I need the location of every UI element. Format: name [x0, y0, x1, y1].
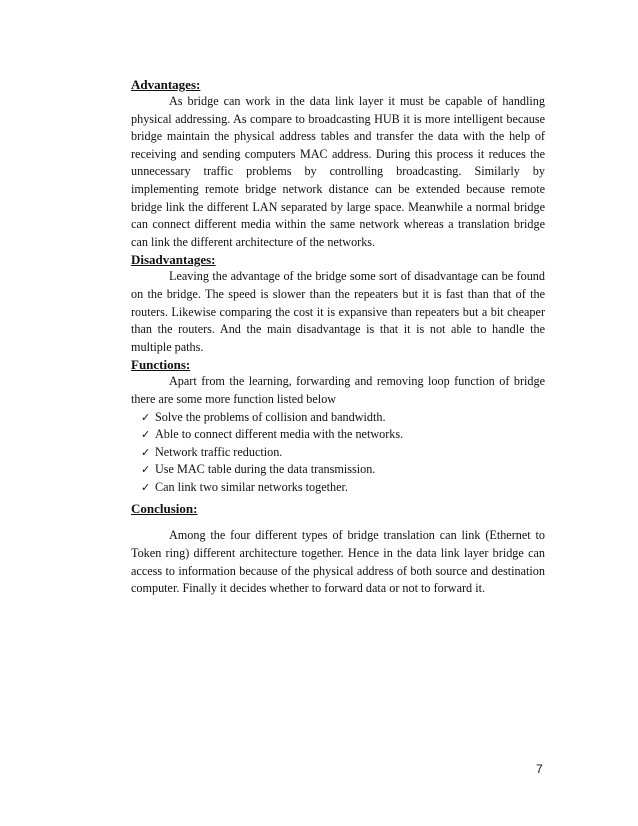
disadvantages-heading: Disadvantages:	[131, 252, 216, 268]
list-item-text: Use MAC table during the data transmission.	[155, 462, 376, 477]
list-item	[141, 426, 545, 444]
checkmark-icon: ✓	[141, 428, 151, 442]
conclusion-paragraph: Among the four different types of bridge translation can link (Ethernet to Token ring) different architecture together. Hence in the data link layer bridge can access to information because of the physical address of both source and destination computer. Finally it decides whether to forward data or not to forward it.	[131, 528, 545, 596]
document-page	[131, 76, 545, 598]
checkmark-icon: ✓	[141, 410, 151, 424]
advantages-paragraph: As bridge can work in the data link layer it must be capable of handling physical addressing. As compare to broadcasting HUB it is more intelligent because bridge maintain the physical address tables and transfer the data with the help of receiving and sending computers MAC address. During this process it reduces the unnecessary traffic problems by controlling broadcasting. Similarly by implementing remote bridge network distance can be extended because remote bridge link the different LAN separated by large space. Meanwhile a normal bridge can connect different media within the same network whereas a translation bridge can link the different architecture of the networks.	[131, 94, 545, 249]
checkmark-icon: ✓	[141, 445, 151, 459]
list-item	[141, 444, 545, 462]
checkmark-icon: ✓	[141, 463, 151, 477]
conclusion-heading: Conclusion:	[131, 501, 198, 517]
spacer	[131, 517, 545, 527]
functions-heading: Functions:	[131, 357, 191, 373]
list-item-text: Solve the problems of collision and bandwidth.	[155, 409, 386, 424]
list-item-text: Network traffic reduction.	[155, 444, 283, 459]
list-item	[141, 479, 545, 497]
checkmark-icon: ✓	[141, 480, 151, 494]
disadvantages-paragraph: Leaving the advantage of the bridge some sort of disadvantage can be found on the bridge. The speed is slower than the repeaters but it is fast than that of the routers. Likewise comparing the cost it is expansive than repeaters but a bit cheaper than the routers. And the main disadvantage is that it is not able to handle the multiple paths.	[131, 269, 545, 354]
functions-list	[131, 409, 545, 497]
advantages-heading: Advantages:	[131, 77, 201, 92]
list-item	[141, 461, 545, 479]
list-item-text: Able to connect different media with the networks.	[155, 427, 404, 442]
functions-paragraph: Apart from the learning, forwarding and removing loop function of bridge there are some more function listed below	[131, 374, 545, 406]
page-number: 7	[536, 762, 543, 776]
list-item	[141, 409, 545, 427]
list-item-text: Can link two similar networks together.	[155, 479, 348, 494]
